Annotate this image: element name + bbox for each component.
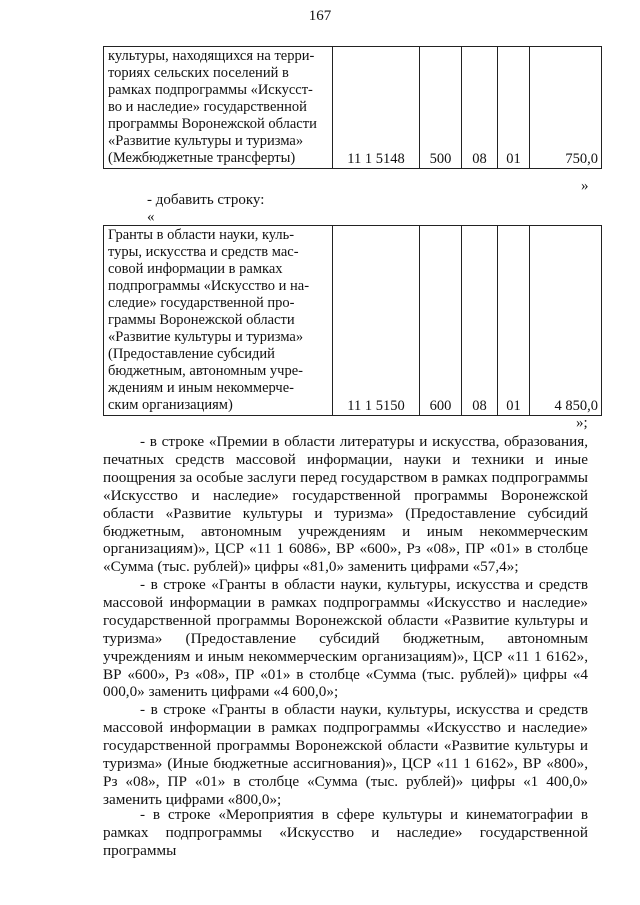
vr-cell: 600 <box>420 226 462 416</box>
row-name-line: культуры, находящихся на терри- <box>108 48 315 64</box>
row-name-line: (Межбюджетные трансферты) <box>108 150 296 166</box>
amendment-paragraph: - в строке «Премии в области литературы и искусства, образования, печатных средств массовой информации, науки и техники и иные поощрения за особые заслуги перед государством в рамках подпрограммы «Искусство и наследие» государственной программы Воронежской области «Развитие культуры и туризма» (Предоставление субсидий бюджетным, автономным учреждениям и иным некоммерческим организациям)», ЦСР «11 1 6086», ВР «600», Рз «08», ПР «01» в столбце «Сумма (тыс. рублей)» цифры «81,0» заменить цифрами «57,4»; <box>103 433 588 576</box>
vr-cell: 500 <box>420 47 462 169</box>
row-name-line: (Предоставление субсидий <box>108 346 275 362</box>
rz-cell: 08 <box>462 226 498 416</box>
table-row-name-cell <box>104 226 333 416</box>
row-name-line: программы Воронежской области <box>108 116 317 132</box>
pr-cell: 01 <box>498 47 530 169</box>
row-name-line: ждениям и иным некоммерче- <box>108 380 294 396</box>
row-name-line: ским организациям) <box>108 397 233 413</box>
row-name-line: подпрограммы «Искусство и на- <box>108 278 310 294</box>
sum-cell: 750,0 <box>530 47 602 169</box>
amendment-paragraph: - в строке «Мероприятия в сфере культуры и кинематографии в рамках подпрограммы «Искусство и наследие» государственной программы <box>103 806 588 859</box>
closing-quote: »; <box>576 415 588 431</box>
sum-cell: 4 850,0 <box>530 226 602 416</box>
row-name-line: ториях сельских поселений в <box>108 65 289 81</box>
row-name-line: граммы Воронежской области <box>108 312 295 328</box>
row-name-line: бюджетным, автономным учре- <box>108 363 303 379</box>
row-name-line: «Развитие культуры и туризма» <box>108 133 304 149</box>
row-name-line: туры, искусства и средств мас- <box>108 244 299 260</box>
row-name-line: во и наследие» государственной <box>108 99 307 115</box>
budget-table-new-row <box>103 225 602 416</box>
add-row-instruction: - добавить строку: <box>147 192 265 208</box>
pr-cell: 01 <box>498 226 530 416</box>
csr-cell: 11 1 5148 <box>333 47 420 169</box>
closing-quote: » <box>581 178 589 194</box>
amendment-paragraph: - в строке «Гранты в области науки, культуры, искусства и средств массовой информации в рамках подпрограммы «Искусство и наследие» государственной программы Воронежской области «Развитие культуры и туризма» (Иные бюджетные ассигнования)», ЦСР «11 1 6162», ВР «800», Рз «08», ПР «01» в столбце «Сумма (тыс. рублей)» цифры «1 400,0» заменить цифрами «800,0»; <box>103 701 588 808</box>
rz-cell: 08 <box>462 47 498 169</box>
amendment-paragraph: - в строке «Гранты в области науки, культуры, искусства и средств массовой информации в рамках подпрограммы «Искусство и наследие» государственной программы Воронежской области «Развитие культуры и туризма» (Предоставление субсидий бюджетным, автономным учреждениям и иным некоммерческим организациям)», ЦСР «11 1 6162», ВР «600», Рз «08», ПР «01» в столбце «Сумма (тыс. рублей)» цифры «4 000,0» заменить цифрами «4 600,0»; <box>103 576 588 701</box>
budget-table-top <box>103 46 602 169</box>
table-row-name-cell <box>104 47 333 169</box>
page-number: 167 <box>308 8 332 24</box>
row-name-line: следие» государственной про- <box>108 295 295 311</box>
row-name-line: «Развитие культуры и туризма» <box>108 329 304 345</box>
table-row <box>104 226 602 416</box>
row-name-line: рамках подпрограммы «Искусст- <box>108 82 313 98</box>
csr-cell: 11 1 5150 <box>333 226 420 416</box>
opening-quote: « <box>147 209 155 225</box>
row-name-line: совой информации в рамках <box>108 261 283 277</box>
table-row <box>104 47 602 169</box>
row-name-line: Гранты в области науки, куль- <box>108 227 295 243</box>
